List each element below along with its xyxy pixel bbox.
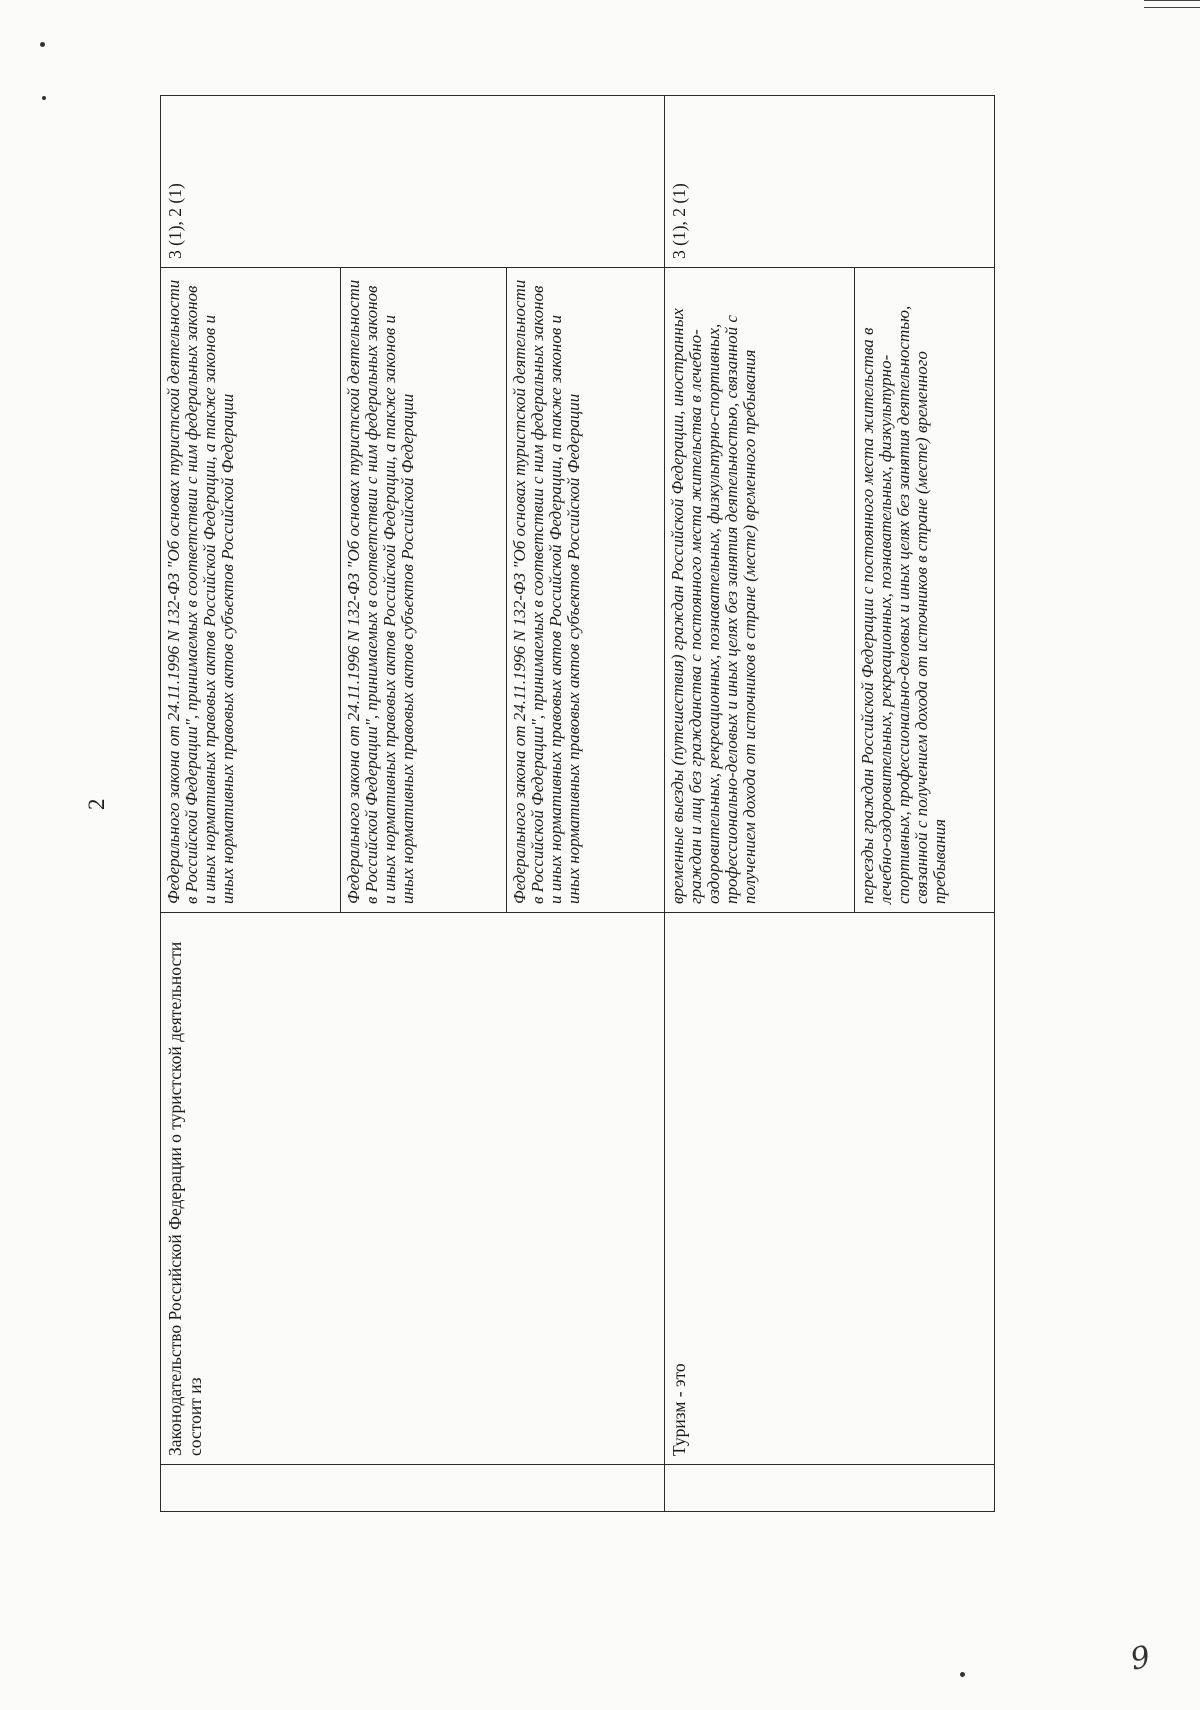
answer-cell: Федерального закона от 24.11.1996 N 132-ФЗ "Об основах туристской деятельности в Российской Федерации", принимаемых в соответствии с ним федеральных законов и иных нормативных правовых актов Российской Федерации, а также законов и иных нормативных правовых актов субъектов Российской Федерации bbox=[341, 268, 507, 913]
scan-speck bbox=[40, 42, 45, 47]
row-number-cell bbox=[161, 1465, 665, 1512]
answer-cell: временные выезды (путешествия) граждан Российской Федерации, иностранных граждан и лиц без гражданства с постоянного места жительства в лечебно-оздоровительных, рекреационных, познавательных, физкультурно-спортивных, профессионально-деловых и иных целях без занятия деятельностью, связанной с получением дохода от источников в стране (месте) временного пребывания bbox=[665, 268, 855, 913]
row-number-cell bbox=[665, 1465, 995, 1512]
table-row bbox=[665, 96, 855, 1512]
question-cell: Туризм - это bbox=[665, 913, 995, 1465]
answer-code-cell: 3 (1), 2 (1) bbox=[665, 96, 995, 268]
handwritten-page-mark: 9 bbox=[1127, 1639, 1154, 1678]
answer-cell: Федерального закона от 24.11.1996 N 132-ФЗ "Об основах туристской деятельности в Российской Федерации", принимаемых в соответствии с ним федеральных законов и иных нормативных правовых актов Российской Федерации, а также законов и иных нормативных правовых актов субъектов Российской Федерации bbox=[507, 268, 665, 913]
question-table bbox=[160, 95, 995, 1512]
scan-corner-mark bbox=[1144, 0, 1200, 8]
question-cell: Законодательство Российской Федерации о туристской деятельности состоит из bbox=[161, 913, 665, 1465]
answer-cell: переезды граждан Российской Федерации с постоянного места жительства в лечебно-оздоровительных, рекреационных, познавательных, физкультурно-спортивных, профессионально-деловых и иных целях без занятия деятельностью, связанной с получением дохода от источников в стране (месте) временного пребывания bbox=[855, 268, 995, 913]
page-number: 2 bbox=[84, 798, 109, 810]
answer-code-cell: 3 (1), 2 (1) bbox=[161, 96, 665, 268]
table-row bbox=[161, 96, 341, 1512]
rotated-page bbox=[0, 90, 1110, 1710]
answer-cell: Федерального закона от 24.11.1996 N 132-ФЗ "Об основах туристской деятельности в Российской Федерации", принимаемых в соответствии с ним федеральных законов и иных нормативных правовых актов Российской Федерации, а также законов и иных нормативных правовых актов субъектов Российской Федерации bbox=[161, 268, 341, 913]
